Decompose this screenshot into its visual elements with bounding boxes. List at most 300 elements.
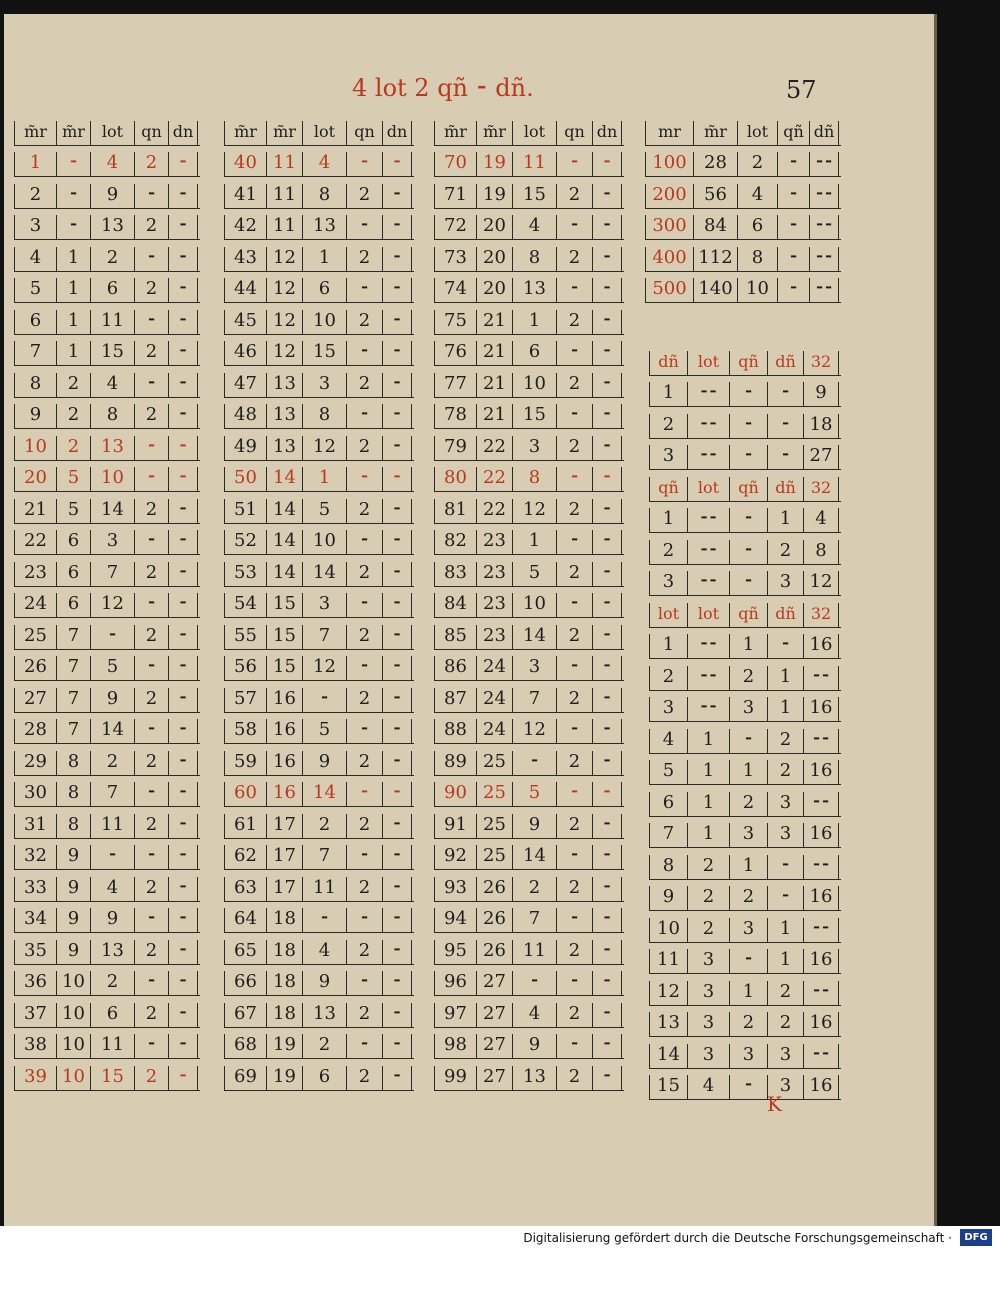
table-row xyxy=(649,439,841,471)
table-row xyxy=(224,398,414,430)
table-cell: 2 xyxy=(556,751,592,775)
table-cell: ⁃ xyxy=(592,656,622,680)
table-cell: 2 xyxy=(134,877,168,901)
table-row xyxy=(14,240,200,272)
table-row xyxy=(14,618,200,650)
table-row xyxy=(14,807,200,839)
table-cell: 100 xyxy=(645,152,693,176)
table-cell: 2 xyxy=(556,184,592,208)
table-cell: 75 xyxy=(434,310,476,334)
table-row xyxy=(224,996,414,1028)
table-cell: 20 xyxy=(476,278,512,302)
table-cell: 1 xyxy=(649,634,687,658)
table-cell: 25 xyxy=(14,625,56,649)
table-cell: 7 xyxy=(56,656,90,680)
table-cell: ⁃ xyxy=(767,445,803,469)
table-cell: ⁃ xyxy=(382,940,412,964)
table-cell: 15 xyxy=(90,341,134,365)
table-row xyxy=(14,681,200,713)
table-cell: 11 xyxy=(302,877,346,901)
table-cell: 28 xyxy=(693,152,737,176)
table-cell: 2 xyxy=(556,310,592,334)
table-row xyxy=(14,650,200,682)
table-cell: 43 xyxy=(224,247,266,271)
table-cell: ⁃ xyxy=(592,341,622,365)
table-cell: 22 xyxy=(476,467,512,491)
table-cell: 6 xyxy=(56,562,90,586)
table-cell: 9 xyxy=(302,971,346,995)
table-cell: ⁃ xyxy=(592,751,622,775)
table-cell: dñ xyxy=(649,351,687,375)
table-cell: 32 xyxy=(14,845,56,869)
table-cell: 2 xyxy=(556,814,592,838)
table-cell: ⁃ xyxy=(729,729,767,753)
table-cell: 71 xyxy=(434,184,476,208)
table-cell: dn xyxy=(168,121,198,145)
table-cell: 3 xyxy=(729,697,767,721)
table-cell: 4 xyxy=(737,184,777,208)
table-cell: 18 xyxy=(266,908,302,932)
table-cell: ⁃⁃ xyxy=(687,508,729,532)
table-cell: ⁃ xyxy=(382,278,412,302)
table-cell: 23 xyxy=(476,625,512,649)
table-cell: 70 xyxy=(434,152,476,176)
table-row xyxy=(649,785,841,817)
table-cell: 1 xyxy=(729,634,767,658)
table-row xyxy=(14,902,200,934)
table-cell: 10 xyxy=(56,1003,90,1027)
table-cell: 27 xyxy=(14,688,56,712)
table-cell: ⁃ xyxy=(168,404,198,428)
table-cell: ⁃ xyxy=(592,782,622,806)
table-row xyxy=(434,587,624,619)
table-row xyxy=(224,902,414,934)
table-cell: 7 xyxy=(512,688,556,712)
table-cell: 7 xyxy=(649,823,687,847)
table-cell: ⁃ xyxy=(134,436,168,460)
table-cell: 2 xyxy=(90,971,134,995)
table-cell: ⁃ xyxy=(592,467,622,491)
table-cell: ⁃ xyxy=(346,530,382,554)
table-cell: ⁃ xyxy=(592,940,622,964)
table-cell: 22 xyxy=(476,436,512,460)
table-cell: 12 xyxy=(512,719,556,743)
table-row xyxy=(434,303,624,335)
table-cell: 3 xyxy=(649,571,687,595)
table-cell: ⁃ xyxy=(168,593,198,617)
table-cell: ⁃ xyxy=(556,908,592,932)
table-cell: 25 xyxy=(476,814,512,838)
table-row xyxy=(224,587,414,619)
table-cell: 2 xyxy=(556,688,592,712)
table-row xyxy=(14,398,200,430)
table-cell: 32 xyxy=(803,477,839,501)
book-page xyxy=(4,14,937,1226)
table-cell: ⁃ xyxy=(168,782,198,806)
table-cell: 35 xyxy=(14,940,56,964)
hundreds-table xyxy=(645,114,841,303)
table-cell: ⁃ xyxy=(382,688,412,712)
table-cell: 20 xyxy=(14,467,56,491)
table-cell: 2 xyxy=(302,1034,346,1058)
table-cell: 4 xyxy=(90,373,134,397)
table-cell: 8 xyxy=(90,404,134,428)
table-cell: 31 xyxy=(14,814,56,838)
table-cell: 10 xyxy=(737,278,777,302)
table-cell: lot xyxy=(90,121,134,145)
table-cell: 2 xyxy=(346,436,382,460)
table-cell: ⁃ xyxy=(168,215,198,239)
table-cell: 67 xyxy=(224,1003,266,1027)
table-row xyxy=(434,209,624,241)
table-cell: 48 xyxy=(224,404,266,428)
table-cell: 12 xyxy=(302,436,346,460)
table-cell: 17 xyxy=(266,877,302,901)
table-cell: 2 xyxy=(14,184,56,208)
table-cell: ⁃ xyxy=(382,467,412,491)
table-cell: 2 xyxy=(767,981,803,1005)
table-cell: 13 xyxy=(302,215,346,239)
table-cell: lot xyxy=(687,351,729,375)
table-cell: dñ xyxy=(767,477,803,501)
table-cell: 72 xyxy=(434,215,476,239)
table-row xyxy=(649,691,841,723)
table-cell: ⁃ xyxy=(168,625,198,649)
table-cell: 13 xyxy=(90,215,134,239)
table-cell: 68 xyxy=(224,1034,266,1058)
table-row xyxy=(224,713,414,745)
table-cell: 97 xyxy=(434,1003,476,1027)
table-cell: 5 xyxy=(512,562,556,586)
table-cell: lot xyxy=(512,121,556,145)
table-cell: 12 xyxy=(266,310,302,334)
table-cell: ⁃ xyxy=(168,814,198,838)
table-cell: 14 xyxy=(266,467,302,491)
table-cell: 3 xyxy=(729,918,767,942)
table-cell: ⁃ xyxy=(777,278,809,302)
table-cell: 10 xyxy=(14,436,56,460)
table-cell: 93 xyxy=(434,877,476,901)
table-cell: ⁃ xyxy=(168,719,198,743)
table-row xyxy=(224,839,414,871)
table-cell: 140 xyxy=(693,278,737,302)
table-cell: 3 xyxy=(767,1044,803,1068)
table-cell: ⁃⁃ xyxy=(803,855,839,879)
table-cell: 2 xyxy=(346,751,382,775)
table-cell: 17 xyxy=(266,814,302,838)
table-cell: 16 xyxy=(266,751,302,775)
table-cell: 56 xyxy=(693,184,737,208)
table-cell: 4 xyxy=(512,215,556,239)
table-cell: ⁃ xyxy=(767,634,803,658)
table-cell: 41 xyxy=(224,184,266,208)
table-row xyxy=(649,407,841,439)
table-cell: ⁃ xyxy=(302,688,346,712)
table-header-row xyxy=(434,114,624,146)
table-cell: 10 xyxy=(90,467,134,491)
table-cell: 2 xyxy=(346,184,382,208)
table-cell: ⁃⁃ xyxy=(687,382,729,406)
table-cell: 78 xyxy=(434,404,476,428)
table-header-row xyxy=(645,114,841,146)
table-row xyxy=(14,839,200,871)
table-cell: 2 xyxy=(729,886,767,910)
table-cell: dn xyxy=(592,121,622,145)
table-cell: 16 xyxy=(803,697,839,721)
table-cell: ⁃ xyxy=(729,508,767,532)
table-cell: 5 xyxy=(56,467,90,491)
table-row xyxy=(14,1028,200,1060)
table-cell: dn xyxy=(382,121,412,145)
table-cell: ⁃ xyxy=(767,886,803,910)
table-cell: 2 xyxy=(134,499,168,523)
table-cell: ⁃ xyxy=(382,152,412,176)
table-cell: 1 xyxy=(687,729,729,753)
table-cell: 112 xyxy=(693,247,737,271)
table-cell: ⁃ xyxy=(512,751,556,775)
table-cell: 16 xyxy=(803,823,839,847)
table-cell: ⁃ xyxy=(592,404,622,428)
table-cell: ⁃ xyxy=(382,184,412,208)
table-row xyxy=(14,429,200,461)
table-cell: 5 xyxy=(14,278,56,302)
table-row xyxy=(649,376,841,408)
table-row xyxy=(224,650,414,682)
table-cell: ⁃ xyxy=(556,467,592,491)
table-cell: ⁃ xyxy=(168,1003,198,1027)
table-cell: ⁃ xyxy=(302,908,346,932)
table-cell: ⁃ xyxy=(592,373,622,397)
table-cell: 10 xyxy=(512,593,556,617)
table-cell: 2 xyxy=(556,499,592,523)
table-cell: ⁃ xyxy=(592,247,622,271)
table-cell: ⁃ xyxy=(767,414,803,438)
table-cell: 1 xyxy=(767,666,803,690)
table-cell: 2 xyxy=(134,404,168,428)
table-cell: ⁃ xyxy=(592,971,622,995)
table-cell: ⁃ xyxy=(556,530,592,554)
table-cell: 7 xyxy=(56,719,90,743)
table-cell: ⁃ xyxy=(168,247,198,271)
table-cell: 1 xyxy=(649,508,687,532)
table-cell: ⁃ xyxy=(134,845,168,869)
table-cell: 9 xyxy=(56,845,90,869)
table-cell: 24 xyxy=(476,719,512,743)
table-cell: ⁃ xyxy=(56,215,90,239)
table-cell: 7 xyxy=(90,782,134,806)
table-cell: 26 xyxy=(476,908,512,932)
table-cell: 49 xyxy=(224,436,266,460)
table-cell: ⁃⁃ xyxy=(803,981,839,1005)
table-cell: 2 xyxy=(90,751,134,775)
table-cell: ⁃ xyxy=(592,877,622,901)
table-cell: 9 xyxy=(90,184,134,208)
table-cell: m̃r xyxy=(14,121,56,145)
table-cell: 27 xyxy=(476,1034,512,1058)
table-cell: 4 xyxy=(90,877,134,901)
table-cell: ⁃ xyxy=(556,593,592,617)
table-row xyxy=(224,870,414,902)
table-row xyxy=(434,933,624,965)
table-cell: 7 xyxy=(14,341,56,365)
table-row xyxy=(434,902,624,934)
table-cell: ⁃ xyxy=(168,908,198,932)
table-cell: ⁃ xyxy=(592,530,622,554)
table-row xyxy=(14,965,200,997)
table-cell: 12 xyxy=(90,593,134,617)
table-cell: dñ xyxy=(809,121,839,145)
table-cell: 53 xyxy=(224,562,266,586)
table-cell: 1 xyxy=(687,792,729,816)
table-cell: 95 xyxy=(434,940,476,964)
table-cell: ⁃⁃ xyxy=(687,540,729,564)
table-cell: 2 xyxy=(767,729,803,753)
table-row xyxy=(224,177,414,209)
table-cell: 15 xyxy=(266,593,302,617)
table-cell: 9 xyxy=(302,751,346,775)
table-cell: ⁃ xyxy=(168,562,198,586)
table-row xyxy=(434,1059,624,1091)
table-cell: 7 xyxy=(90,562,134,586)
table-cell: 18 xyxy=(803,414,839,438)
table-cell: 13 xyxy=(266,373,302,397)
table-row xyxy=(649,533,841,565)
deniers-table xyxy=(649,344,841,470)
table-cell: 24 xyxy=(476,656,512,680)
table-cell: 2 xyxy=(346,1066,382,1090)
table-cell: ⁃ xyxy=(56,152,90,176)
table-cell: 15 xyxy=(90,1066,134,1090)
table-row xyxy=(14,146,200,178)
table-cell: 10 xyxy=(56,971,90,995)
table-cell: ⁃⁃ xyxy=(809,184,839,208)
table-cell: 26 xyxy=(14,656,56,680)
table-cell: ⁃⁃ xyxy=(809,215,839,239)
table-cell: 8 xyxy=(56,814,90,838)
table-cell: 2 xyxy=(556,940,592,964)
table-cell: ⁃ xyxy=(346,719,382,743)
table-cell: ⁃ xyxy=(346,404,382,428)
table-cell: ⁃ xyxy=(168,152,198,176)
table-cell: 88 xyxy=(434,719,476,743)
table-cell: ⁃ xyxy=(556,341,592,365)
table-cell: 14 xyxy=(512,625,556,649)
table-cell: 2 xyxy=(346,247,382,271)
table-cell: 13 xyxy=(512,278,556,302)
table-cell: ⁃ xyxy=(168,656,198,680)
table-cell: 16 xyxy=(266,688,302,712)
table-cell: ⁃⁃ xyxy=(687,571,729,595)
table-row xyxy=(434,146,624,178)
table-row xyxy=(434,744,624,776)
table-cell: 2 xyxy=(556,562,592,586)
table-cell: ⁃ xyxy=(168,940,198,964)
table-cell: ⁃ xyxy=(134,184,168,208)
table-cell: 58 xyxy=(224,719,266,743)
table-cell: 10 xyxy=(649,918,687,942)
table-cell: qñ xyxy=(729,477,767,501)
table-cell: lot xyxy=(737,121,777,145)
table-cell: ⁃ xyxy=(382,751,412,775)
table-cell: ⁃ xyxy=(512,971,556,995)
table-row xyxy=(649,628,841,660)
table-cell: ⁃ xyxy=(168,278,198,302)
table-cell: 3 xyxy=(302,373,346,397)
table-cell: 2 xyxy=(346,562,382,586)
table-row xyxy=(224,461,414,493)
table-cell: 20 xyxy=(476,215,512,239)
table-cell: 19 xyxy=(266,1034,302,1058)
table-cell: 66 xyxy=(224,971,266,995)
table-cell: 3 xyxy=(729,1044,767,1068)
table-row xyxy=(434,177,624,209)
table-cell: 5 xyxy=(649,760,687,784)
table-cell: ⁃ xyxy=(729,571,767,595)
table-cell: 2 xyxy=(134,1003,168,1027)
table-cell: 30 xyxy=(14,782,56,806)
table-cell: ⁃ xyxy=(382,530,412,554)
table-cell: ⁃ xyxy=(346,845,382,869)
table-cell: 5 xyxy=(512,782,556,806)
table-cell: 2 xyxy=(134,688,168,712)
table-cell: 16 xyxy=(803,1012,839,1036)
table-cell: 69 xyxy=(224,1066,266,1090)
table-cell: 17 xyxy=(266,845,302,869)
dfg-credit-text: Digitalisierung gefördert durch die Deutsche Forschungsgemeinschaft · xyxy=(523,1231,952,1245)
table-cell: 14 xyxy=(90,719,134,743)
table-cell: 7 xyxy=(512,908,556,932)
table-cell: 16 xyxy=(803,634,839,658)
table-row xyxy=(434,335,624,367)
table-row xyxy=(224,965,414,997)
table-cell: 4 xyxy=(14,247,56,271)
table-cell: 2 xyxy=(134,1066,168,1090)
table-cell: 22 xyxy=(476,499,512,523)
table-cell: 13 xyxy=(90,940,134,964)
table-row xyxy=(224,146,414,178)
table-cell: 2 xyxy=(346,373,382,397)
table-row xyxy=(434,366,624,398)
table-cell: ⁃ xyxy=(346,152,382,176)
table-cell: 21 xyxy=(14,499,56,523)
table-cell: ⁃ xyxy=(382,625,412,649)
table-row xyxy=(434,996,624,1028)
table-cell: 11 xyxy=(90,1034,134,1058)
table-cell: 16 xyxy=(266,782,302,806)
table-cell: 5 xyxy=(56,499,90,523)
table-cell: 1 xyxy=(687,823,729,847)
table-cell: 8 xyxy=(302,184,346,208)
table-cell: 59 xyxy=(224,751,266,775)
table-cell: 87 xyxy=(434,688,476,712)
table-cell: 14 xyxy=(90,499,134,523)
table-row xyxy=(14,555,200,587)
table-cell: 2 xyxy=(134,215,168,239)
table-cell: 9 xyxy=(56,908,90,932)
table-cell: 10 xyxy=(302,530,346,554)
table-cell: ⁃ xyxy=(382,845,412,869)
table-cell: 6 xyxy=(302,1066,346,1090)
table-cell: 84 xyxy=(693,215,737,239)
table-cell: ⁃ xyxy=(168,971,198,995)
table-cell: 2 xyxy=(134,751,168,775)
table-cell: 1 xyxy=(729,855,767,879)
table-cell: ⁃⁃ xyxy=(809,247,839,271)
table-cell: 8 xyxy=(512,467,556,491)
table-row xyxy=(645,146,841,178)
table-cell: 7 xyxy=(302,845,346,869)
table-cell: 6 xyxy=(90,278,134,302)
